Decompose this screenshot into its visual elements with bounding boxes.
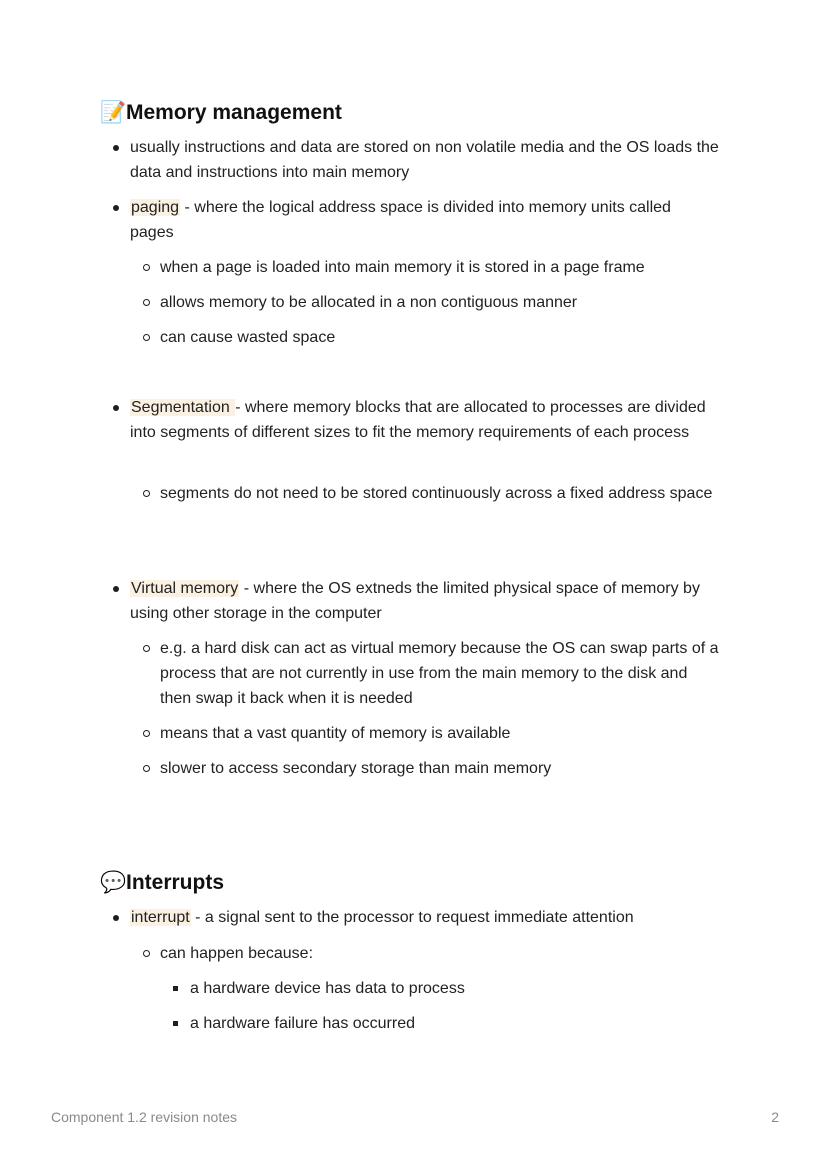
bullet-circle-icon bbox=[143, 299, 150, 306]
segmentation-definition: - where memory blocks that are allocated to processes are divided into segments of different sizes to fit the memory requirements of each process bbox=[130, 399, 706, 441]
memory-management-heading bbox=[100, 99, 342, 127]
list-item-intro bbox=[130, 135, 730, 185]
list-item-interrupt bbox=[130, 905, 730, 930]
interrupt-sub-text: can happen because: bbox=[160, 945, 314, 962]
memory-management-title: Memory management bbox=[126, 101, 342, 124]
paging-term: paging bbox=[131, 199, 180, 216]
segmentation-term: Segmentation bbox=[131, 399, 235, 416]
paging-definition: - where the logical address space is divided into memory units called pages bbox=[130, 199, 671, 241]
list-item-paging bbox=[130, 195, 710, 245]
paging-point-text: allows memory to be allocated in a non contiguous manner bbox=[160, 294, 578, 311]
list-item-interrupt-sub bbox=[160, 941, 720, 966]
bullet-disc-icon bbox=[113, 145, 119, 151]
bullet-disc-icon bbox=[113, 405, 119, 411]
virtual-memory-term: Virtual memory bbox=[131, 580, 239, 597]
bullet-circle-icon bbox=[143, 645, 150, 652]
bullet-circle-icon bbox=[143, 730, 150, 737]
speech-bubble-emoji-icon: 💬 bbox=[100, 871, 127, 894]
list-item-virtual-memory-point-2 bbox=[160, 721, 720, 746]
virtual-memory-point-text: means that a vast quantity of memory is available bbox=[160, 725, 511, 742]
memo-emoji-icon: 📝 bbox=[100, 101, 127, 124]
paging-point-text: can cause wasted space bbox=[160, 329, 336, 346]
intro-text: usually instructions and data are stored on non volatile media and the OS loads the data and instructions into main memory bbox=[130, 139, 719, 181]
list-item-segmentation bbox=[130, 395, 720, 445]
virtual-memory-point-text: slower to access secondary storage than main memory bbox=[160, 760, 552, 777]
bullet-square-icon bbox=[173, 986, 178, 991]
page-number: 2 bbox=[771, 1109, 779, 1125]
interrupts-heading bbox=[100, 869, 224, 897]
bullet-circle-icon bbox=[143, 490, 150, 497]
list-item-virtual-memory bbox=[130, 576, 730, 626]
segmentation-point-text: segments do not need to be stored continuously across a fixed address space bbox=[160, 485, 713, 502]
list-item-segmentation-point-1 bbox=[160, 481, 720, 506]
interrupt-reason-text: a hardware device has data to process bbox=[190, 980, 465, 997]
list-item-interrupt-reason-2 bbox=[190, 1011, 720, 1036]
bullet-disc-icon bbox=[113, 205, 119, 211]
list-item-interrupt-reason-1 bbox=[190, 976, 720, 1001]
bullet-circle-icon bbox=[143, 264, 150, 271]
bullet-circle-icon bbox=[143, 334, 150, 341]
virtual-memory-definition: - where the OS extneds the limited physical space of memory by using other storage in the computer bbox=[130, 580, 700, 622]
list-item-virtual-memory-point-1 bbox=[160, 636, 720, 711]
list-item-virtual-memory-point-3 bbox=[160, 756, 720, 781]
interrupt-reason-text: a hardware failure has occurred bbox=[190, 1015, 416, 1032]
list-item-paging-point-3 bbox=[160, 325, 720, 350]
paging-point-text: when a page is loaded into main memory it is stored in a page frame bbox=[160, 259, 645, 276]
bullet-disc-icon bbox=[113, 915, 119, 921]
interrupts-title: Interrupts bbox=[126, 871, 225, 894]
bullet-circle-icon bbox=[143, 765, 150, 772]
list-item-paging-point-1 bbox=[160, 255, 720, 280]
interrupt-term: interrupt bbox=[131, 909, 190, 926]
bullet-square-icon bbox=[173, 1021, 178, 1026]
bullet-disc-icon bbox=[113, 586, 119, 592]
footer-title: Component 1.2 revision notes bbox=[51, 1109, 237, 1125]
virtual-memory-point-text: e.g. a hard disk can act as virtual memory because the OS can swap parts of a process that are not currently in use from the main memory to the disk and then swap it back when it is needed bbox=[160, 640, 719, 707]
list-item-paging-point-2 bbox=[160, 290, 720, 315]
interrupt-definition: - a signal sent to the processor to request immediate attention bbox=[190, 909, 634, 926]
bullet-circle-icon bbox=[143, 950, 150, 957]
